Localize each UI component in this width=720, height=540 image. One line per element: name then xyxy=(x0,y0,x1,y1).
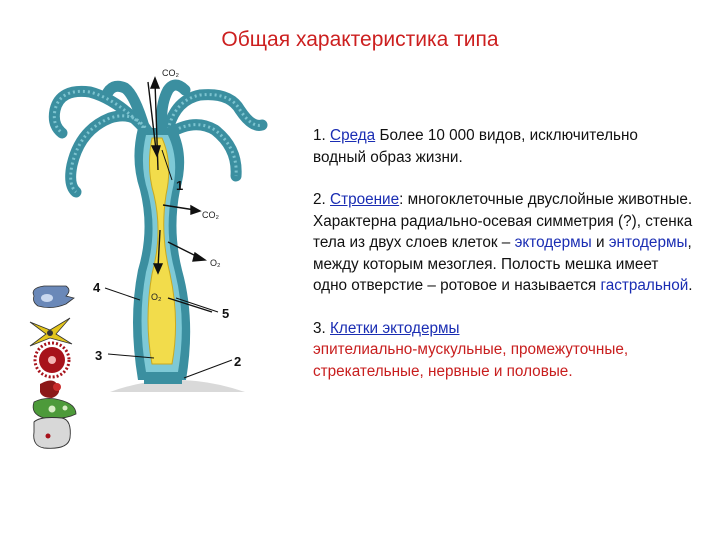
label-4: 4 xyxy=(93,280,101,295)
point-cells xyxy=(313,318,693,383)
point-structure xyxy=(313,189,693,297)
point-habitat-number: 1. xyxy=(313,127,326,144)
point-structure-text-d: . xyxy=(688,277,693,294)
label-2: 2 xyxy=(234,354,242,369)
label-3: 3 xyxy=(95,348,103,363)
description-text xyxy=(313,125,693,403)
germ-cell-icon xyxy=(33,398,76,418)
point-structure-text-a: : многоклеточные двуслойные животные. Характерна радиально-осевая симметрия (?), стенка тела из двух слоев клеток – xyxy=(313,191,693,251)
stinging-cell-icon xyxy=(35,343,69,377)
ectoderm-cells-link[interactable]: Клетки эктодермы xyxy=(330,319,460,337)
cell-types-column xyxy=(30,286,76,448)
point-structure-text-c: , между которым мезоглея. Полость мешка имеет одно отверстие – ротовое и называется xyxy=(313,234,692,294)
point-cells-number: 3. xyxy=(313,319,326,337)
habitat-link[interactable]: Среда xyxy=(330,127,376,144)
gas-co2-side: CO₂ xyxy=(202,210,219,220)
foot xyxy=(144,372,182,384)
nerve-cell-icon xyxy=(40,380,61,398)
structure-link[interactable]: Строение xyxy=(330,191,400,208)
gas-o2-inner: O₂ xyxy=(151,292,162,302)
hydra-diagram xyxy=(0,60,300,480)
label-5: 5 xyxy=(222,306,230,321)
point-cells-detail: эпителиально-мускульные, промежуточные, стрекательные, нервные и половые. xyxy=(313,341,629,380)
glandular-cell-icon xyxy=(34,418,71,449)
interstitial-cell-icon xyxy=(30,318,72,346)
epithelial-muscle-cell-icon xyxy=(33,286,74,308)
point-habitat xyxy=(313,125,693,168)
label-1: 1 xyxy=(176,178,184,193)
point-structure-number: 2. xyxy=(313,191,326,208)
point-structure-text-b: и xyxy=(595,234,605,251)
gas-co2-top: CO₂ xyxy=(162,68,179,78)
term-gastral: гастральной xyxy=(600,277,689,294)
term-endoderm: энтодермы xyxy=(608,234,688,251)
gas-o2-side: O₂ xyxy=(210,258,221,268)
page-title: Общая характеристика типа xyxy=(221,28,499,51)
term-ectoderm: эктодермы xyxy=(514,234,592,251)
point-habitat-text: Более 10 000 видов, исключительно водный образ жизни. xyxy=(313,127,638,166)
